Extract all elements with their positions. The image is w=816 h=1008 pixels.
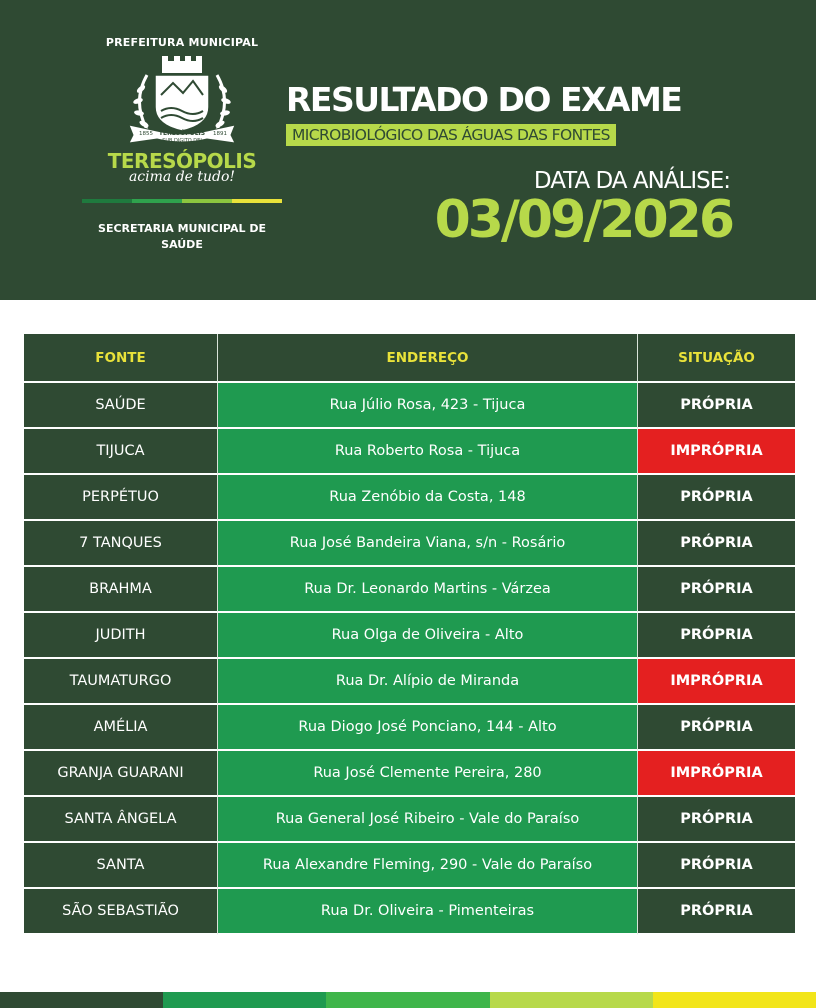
endereco-cell: Rua Roberto Rosa - Tijuca <box>218 429 638 475</box>
endereco-cell: Rua Diogo José Ponciano, 144 - Alto <box>218 705 638 751</box>
city-crest-icon <box>117 55 247 147</box>
crest-motto: TERESÓPOLIS <box>158 130 206 137</box>
header-endereco: ENDEREÇO <box>218 334 638 383</box>
fonte-cell: SANTA <box>24 843 218 889</box>
footer-color-bar <box>0 992 816 1008</box>
crest-year-left: 1855 <box>139 131 153 137</box>
crest-year-right: 1891 <box>213 131 227 137</box>
endereco-cell: Rua Alexandre Fleming, 290 - Vale do Paraíso <box>218 843 638 889</box>
endereco-cell: Rua General José Ribeiro - Vale do Paraíso <box>218 797 638 843</box>
city-slogan: acima de tudo! <box>128 169 236 185</box>
secretaria-line2: SAÚDE <box>161 238 203 251</box>
situacao-cell: PRÓPRIA <box>638 567 795 613</box>
table-row <box>24 429 795 475</box>
fonte-cell: PERPÉTUO <box>24 475 218 521</box>
header-situacao: SITUAÇÃO <box>638 334 795 383</box>
situacao-cell: PRÓPRIA <box>638 613 795 659</box>
situacao-cell: PRÓPRIA <box>638 383 795 429</box>
situacao-cell: PRÓPRIA <box>638 705 795 751</box>
table-row <box>24 797 795 843</box>
secretaria-title <box>80 221 284 253</box>
fonte-cell: GRANJA GUARANI <box>24 751 218 797</box>
logo-color-bar <box>82 199 282 203</box>
table-row <box>24 383 795 429</box>
table-row <box>24 521 795 567</box>
situacao-cell: IMPRÓPRIA <box>638 659 795 705</box>
results-table <box>24 334 795 935</box>
fonte-cell: TAUMATURGO <box>24 659 218 705</box>
table-row <box>24 567 795 613</box>
header-fonte: FONTE <box>24 334 218 383</box>
table-row <box>24 659 795 705</box>
situacao-cell: IMPRÓPRIA <box>638 429 795 475</box>
situacao-cell: IMPRÓPRIA <box>638 751 795 797</box>
prefeitura-logo <box>80 36 284 253</box>
situacao-cell: PRÓPRIA <box>638 889 795 935</box>
situacao-cell: PRÓPRIA <box>638 475 795 521</box>
table-row <box>24 613 795 659</box>
table-header-row <box>24 334 795 383</box>
endereco-cell: Rua Júlio Rosa, 423 - Tijuca <box>218 383 638 429</box>
situacao-cell: PRÓPRIA <box>638 843 795 889</box>
crest-motto-latin: SUB DIGITO DEI <box>162 138 202 144</box>
endereco-cell: Rua Dr. Leonardo Martins - Várzea <box>218 567 638 613</box>
table-body <box>24 383 795 935</box>
secretaria-line1: SECRETARIA MUNICIPAL DE <box>98 222 266 235</box>
prefeitura-title: PREFEITURA MUNICIPAL <box>105 36 259 49</box>
date-label: DATA DA ANÁLISE: <box>533 168 730 194</box>
fonte-cell: SANTA ÂNGELA <box>24 797 218 843</box>
table-row <box>24 751 795 797</box>
fonte-cell: 7 TANQUES <box>24 521 218 567</box>
endereco-cell: Rua Dr. Oliveira - Pimenteiras <box>218 889 638 935</box>
table-row <box>24 889 795 935</box>
fonte-cell: JUDITH <box>24 613 218 659</box>
situacao-cell: PRÓPRIA <box>638 797 795 843</box>
fonte-cell: TIJUCA <box>24 429 218 475</box>
fonte-cell: SAÚDE <box>24 383 218 429</box>
table-row <box>24 705 795 751</box>
header-banner <box>0 0 816 300</box>
endereco-cell: Rua Dr. Alípio de Miranda <box>218 659 638 705</box>
table-row <box>24 843 795 889</box>
page-title: RESULTADO DO EXAME <box>286 80 682 119</box>
fonte-cell: AMÉLIA <box>24 705 218 751</box>
situacao-cell: PRÓPRIA <box>638 521 795 567</box>
fonte-cell: BRAHMA <box>24 567 218 613</box>
endereco-cell: Rua Zenóbio da Costa, 148 <box>218 475 638 521</box>
analysis-date: 03/09/2026 <box>434 190 732 250</box>
table-row <box>24 475 795 521</box>
page-subtitle: MICROBIOLÓGICO DAS ÁGUAS DAS FONTES <box>286 124 616 146</box>
endereco-cell: Rua Olga de Oliveira - Alto <box>218 613 638 659</box>
fonte-cell: SÃO SEBASTIÃO <box>24 889 218 935</box>
endereco-cell: Rua José Bandeira Viana, s/n - Rosário <box>218 521 638 567</box>
city-name: TERESÓPOLIS <box>107 149 257 173</box>
endereco-cell: Rua José Clemente Pereira, 280 <box>218 751 638 797</box>
